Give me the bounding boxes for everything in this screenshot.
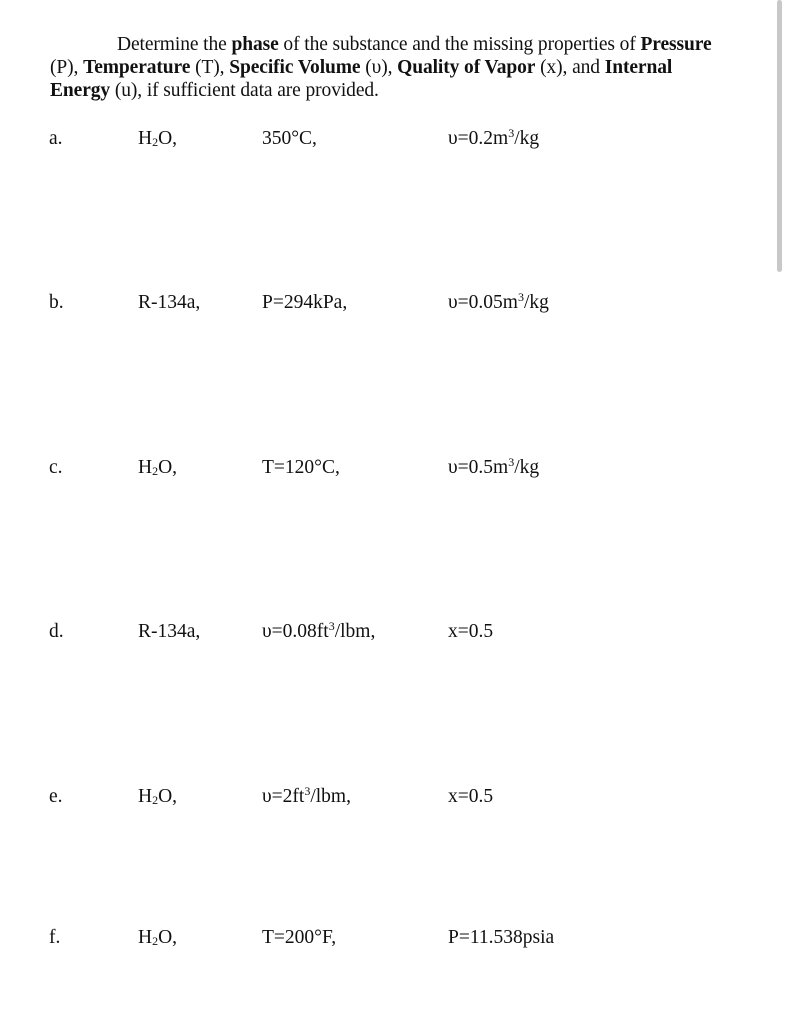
substance-base: H	[138, 457, 153, 478]
problem-instructions	[50, 33, 755, 102]
substance-rest: O,	[158, 927, 178, 948]
instructions-line-2	[50, 56, 755, 79]
problem-row-d	[0, 621, 788, 649]
given-property-1	[262, 786, 351, 808]
property-value: υ=0.5m	[448, 457, 509, 478]
substance-base: H	[138, 786, 153, 807]
problem-letter: f.	[49, 927, 61, 948]
given-property-2: P=11.538psia	[448, 927, 555, 948]
property-unit: /kg	[514, 128, 540, 149]
intro-text-7: (u), if sufficient data are provided.	[110, 80, 379, 101]
problem-row-f	[0, 927, 788, 955]
intro-text-2: of the substance and the missing properties of	[278, 34, 641, 55]
given-property-2	[448, 128, 539, 150]
substance-label	[138, 457, 177, 479]
given-property-2	[448, 457, 539, 479]
given-property-2: x=0.5	[448, 621, 494, 642]
substance-label	[138, 128, 177, 150]
problem-row-a	[0, 128, 788, 156]
property-superscript: 3	[517, 290, 524, 304]
property-superscript: 3	[304, 784, 311, 798]
intro-text-3: (P),	[50, 57, 84, 78]
intro-bold-pressure: Pressure	[640, 34, 712, 55]
substance-subscript: 2	[152, 793, 159, 807]
intro-text-1: Determine the	[117, 34, 232, 55]
property-superscript: 3	[508, 455, 515, 469]
property-superscript: 3	[508, 126, 515, 140]
problem-letter: c.	[49, 457, 63, 478]
problem-row-b	[0, 292, 788, 320]
substance-label: R-134a,	[138, 292, 201, 313]
intro-bold-internal: Internal	[604, 57, 673, 78]
instructions-line-3	[50, 79, 755, 102]
intro-bold-energy: Energy	[50, 80, 111, 101]
problem-letter: a.	[49, 128, 63, 149]
given-property-1: 350°C,	[262, 128, 317, 149]
intro-text-4: (T),	[190, 57, 230, 78]
property-unit: /kg	[514, 457, 540, 478]
substance-subscript: 2	[152, 135, 159, 149]
substance-label	[138, 927, 177, 949]
problem-letter: b.	[49, 292, 64, 313]
given-property-1: T=200°F,	[262, 927, 337, 948]
substance-rest: O,	[158, 128, 178, 149]
given-property-1: T=120°C,	[262, 457, 340, 478]
given-property-1	[262, 621, 375, 643]
property-value: υ=2ft	[262, 786, 305, 807]
problem-row-c	[0, 457, 788, 485]
substance-base: H	[138, 927, 153, 948]
property-superscript: 3	[328, 619, 335, 633]
substance-base: H	[138, 128, 153, 149]
substance-rest: O,	[158, 786, 178, 807]
substance-subscript: 2	[152, 464, 159, 478]
intro-bold-quality: Quality of Vapor	[397, 57, 536, 78]
property-value: υ=0.2m	[448, 128, 509, 149]
given-property-2: x=0.5	[448, 786, 494, 807]
intro-bold-phase: phase	[231, 34, 279, 55]
property-value: υ=0.05m	[448, 292, 518, 313]
substance-label	[138, 786, 177, 808]
intro-bold-specific-volume: Specific Volume	[229, 57, 361, 78]
problem-letter: d.	[49, 621, 64, 642]
intro-text-6: (x), and	[535, 57, 605, 78]
instructions-line-1	[50, 33, 755, 56]
property-value: υ=0.08ft	[262, 621, 329, 642]
given-property-2	[448, 292, 549, 314]
intro-text-5: (υ),	[360, 57, 398, 78]
substance-rest: O,	[158, 457, 178, 478]
property-unit: /kg	[523, 292, 549, 313]
problem-row-e	[0, 786, 788, 814]
intro-bold-temperature: Temperature	[83, 57, 191, 78]
property-unit: /lbm,	[310, 786, 351, 807]
problem-letter: e.	[49, 786, 63, 807]
given-property-1: P=294kPa,	[262, 292, 348, 313]
property-unit: /lbm,	[334, 621, 376, 642]
substance-subscript: 2	[152, 934, 159, 948]
substance-label: R-134a,	[138, 621, 201, 642]
vertical-scrollbar[interactable]	[777, 0, 782, 272]
